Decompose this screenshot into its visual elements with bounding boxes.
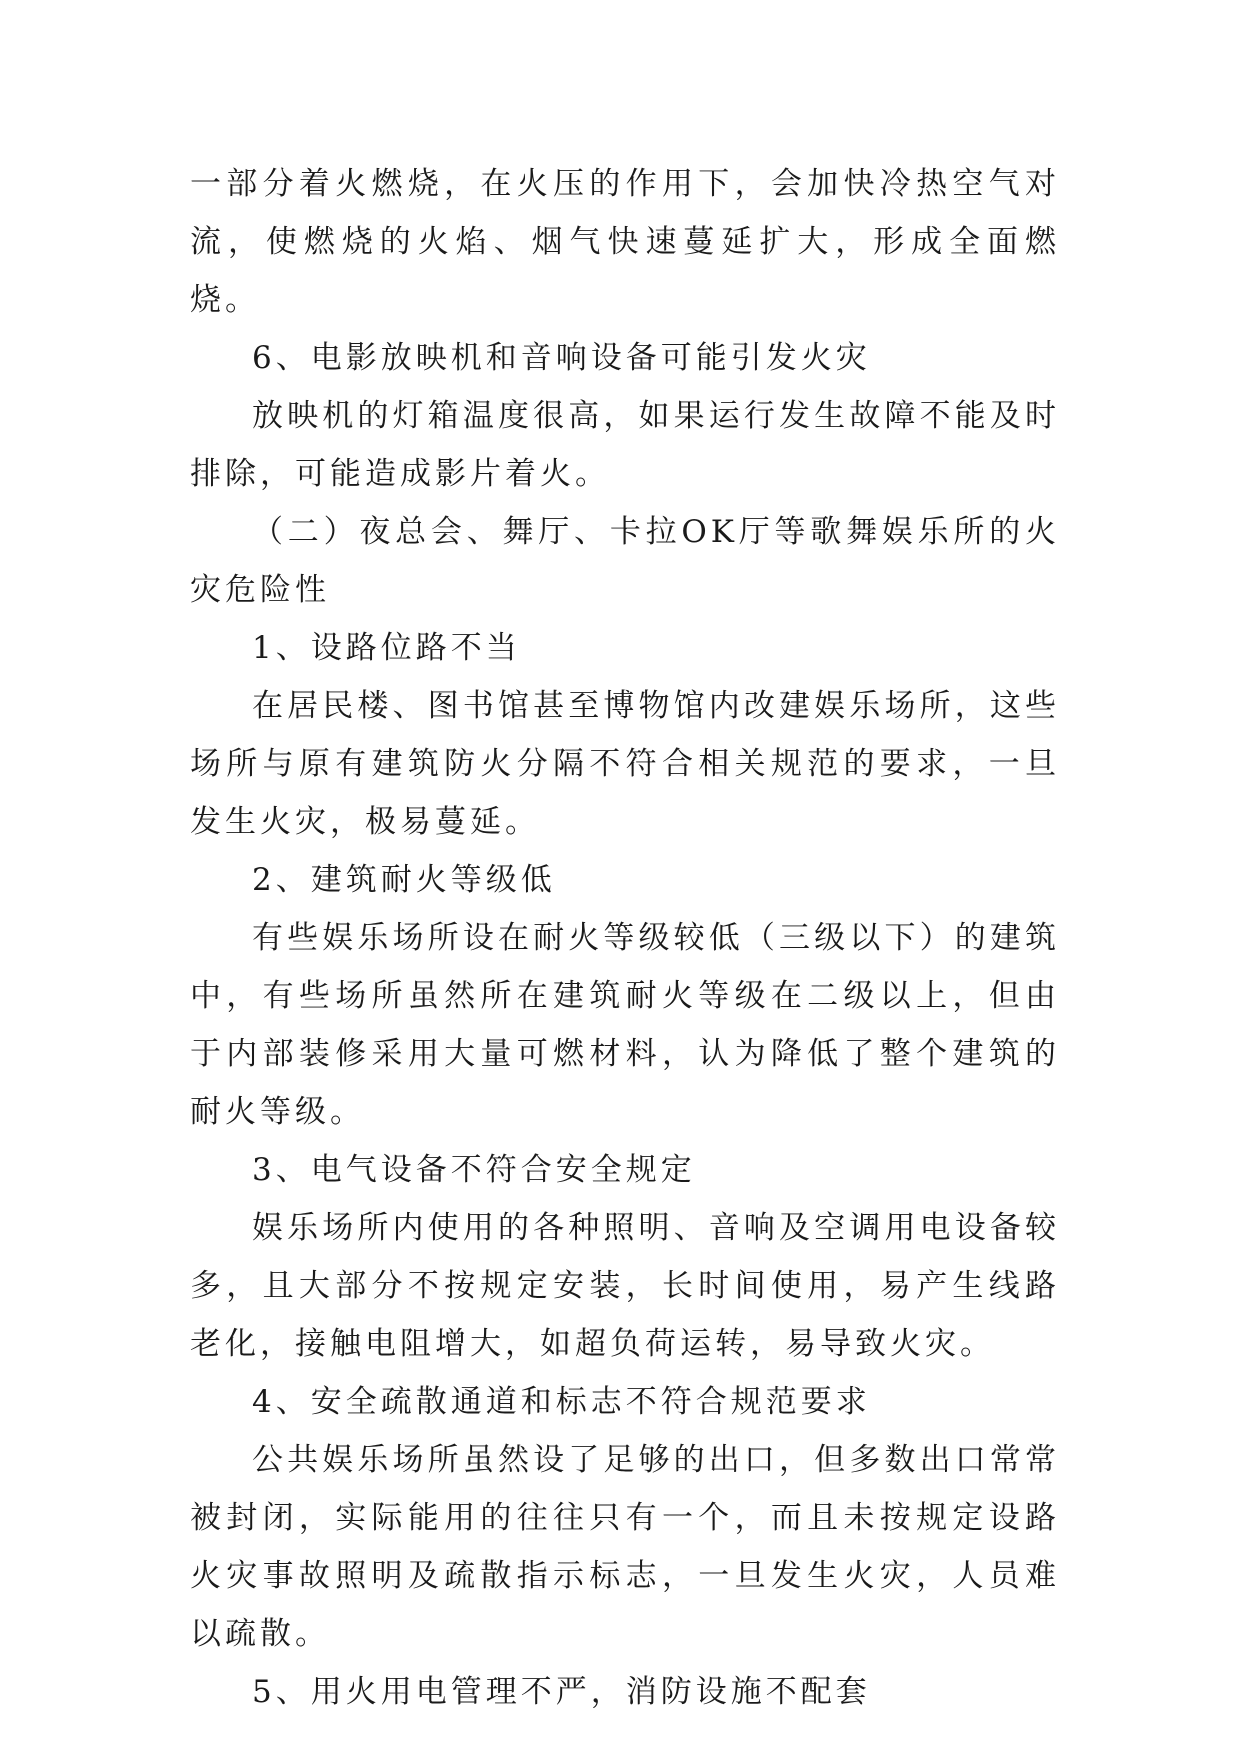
section-heading: 5、用火用电管理不严，消防设施不配套 (252, 1674, 871, 1710)
body-paragraph: 在居民楼、图书馆甚至博物馆内改建娱乐场所，这些场所与原有建筑防火分隔不符合相关规范的要求，一旦发生火灾，极易蔓延。 (190, 688, 1060, 840)
section-heading: 1、设路位路不当 (252, 630, 521, 666)
body-paragraph: 放映机的灯箱温度很高，如果运行发生故障不能及时排除，可能造成影片着火。 (190, 398, 1060, 492)
body-paragraph: 娱乐场所内使用的各种照明、音响及空调用电设备较多，且大部分不按规定安装，长时间使用，易产生线路老化，接触电阻增大，如超负荷运转，易导致火灾。 (190, 1210, 1060, 1362)
section-heading: 6、电影放映机和音响设备可能引发火灾 (252, 340, 871, 376)
section-heading: 3、电气设备不符合安全规定 (252, 1152, 696, 1188)
section-heading: 2、建筑耐火等级低 (252, 862, 556, 898)
body-paragraph: 有些娱乐场所设在耐火等级较低（三级以下）的建筑中，有些场所虽然所在建筑耐火等级在二级以上，但由于内部装修采用大量可燃材料，认为降低了整个建筑的耐火等级。 (190, 920, 1060, 1130)
subsection-title: （二）夜总会、舞厅、卡拉OK厅等歌舞娱乐所的火灾危险性 (190, 514, 1060, 608)
document-body (190, 155, 1060, 1721)
body-paragraph: 一部分着火燃烧，在火压的作用下，会加快冷热空气对流，使燃烧的火焰、烟气快速蔓延扩大，形成全面燃烧。 (190, 166, 1060, 318)
section-heading: 4、安全疏散通道和标志不符合规范要求 (252, 1384, 871, 1420)
body-paragraph: 公共娱乐场所虽然设了足够的出口，但多数出口常常被封闭，实际能用的往往只有一个，而且未按规定设路火灾事故照明及疏散指示标志，一旦发生火灾，人员难以疏散。 (190, 1442, 1060, 1652)
